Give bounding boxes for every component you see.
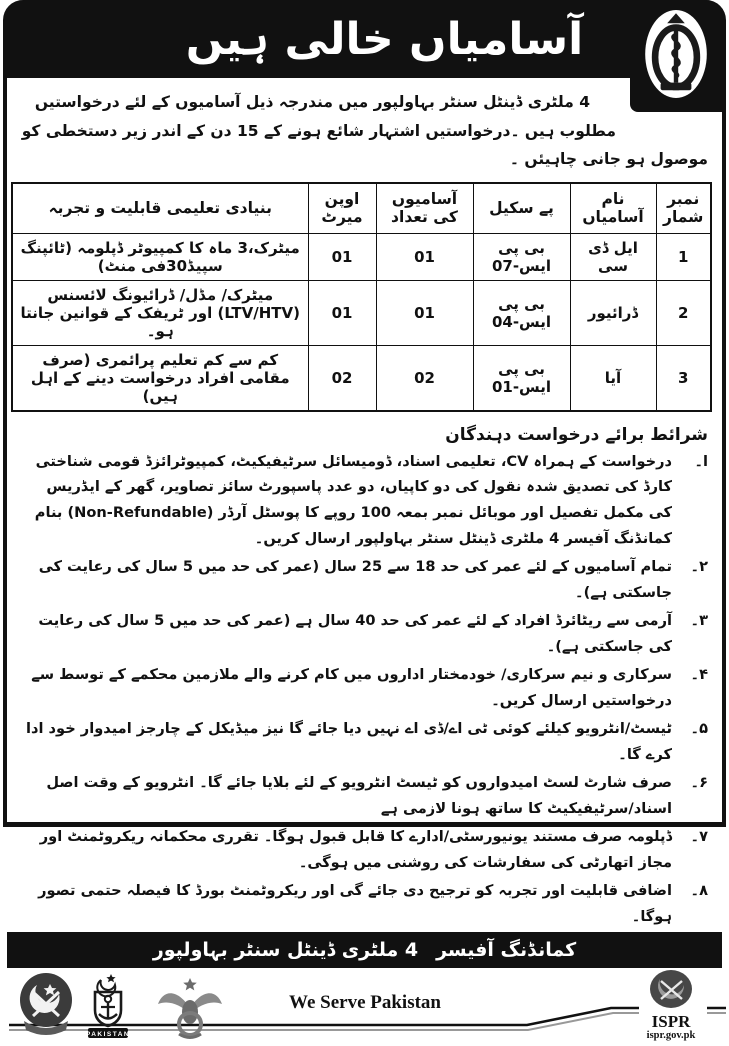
- col-header-payscale: پے سکیل: [473, 183, 570, 233]
- condition-number: ۵۔: [690, 720, 708, 738]
- condition-item: [19, 824, 708, 876]
- condition-item: [19, 716, 708, 768]
- cell-merit: 01: [308, 233, 376, 280]
- cell-payscale: بی پی ایس-01: [473, 345, 570, 411]
- footer: [7, 968, 722, 1046]
- pakistan-air-force-icon: [153, 972, 227, 1044]
- condition-text: صرف شارٹ لسٹ امیدواروں کو ٹیسٹ انٹرویو کے لئے بلایا جائے گا۔ انٹرویو کے وقت اصل اسناد/سرٹیفیکیٹ کا ساتھ ہونا لازمی ہے: [46, 774, 672, 818]
- cell-merit: 01: [308, 280, 376, 345]
- footer-slogan: We Serve Pakistan: [289, 991, 441, 1013]
- cell-qualification: میٹرک،3 ماہ کا کمپیوٹر ڈپلومہ (ٹائپنگ سپیڈ30فی منٹ): [12, 233, 308, 280]
- army-medical-corps-crest-icon: [643, 6, 709, 106]
- cell-post: ڈرائیور: [570, 280, 656, 345]
- conditions-section: [7, 416, 722, 930]
- cell-payscale: بی پی ایس-04: [473, 280, 570, 345]
- cell-serial: 3: [656, 345, 711, 411]
- ispr-name: ISPR: [651, 1011, 691, 1031]
- cell-serial: 2: [656, 280, 711, 345]
- cell-count: 02: [376, 345, 473, 411]
- table-row: [12, 280, 711, 345]
- condition-item: [19, 608, 708, 660]
- col-header-qualification: بنیادی تعلیمی قابلیت و تجربہ: [12, 183, 308, 233]
- cell-post: ایل ڈی سی: [570, 233, 656, 280]
- cell-merit: 02: [308, 345, 376, 411]
- condition-item: [19, 878, 708, 930]
- table-header-row: [12, 183, 711, 233]
- col-header-merit: اوپن میرٹ: [308, 183, 376, 233]
- signature-unit: 4 ملٹری ڈینٹل سنٹر بہاولپور: [152, 938, 419, 961]
- cell-payscale: بی پی ایس-07: [473, 233, 570, 280]
- cell-qualification: کم سے کم تعلیم پرائمری (صرف مقامی افراد درخواست دینے کے اہل ہیں): [12, 345, 308, 411]
- ispr-block: [636, 969, 706, 1041]
- ispr-url: ispr.gov.pk: [646, 1029, 696, 1041]
- condition-item: [19, 449, 708, 553]
- intro-text: 4 ملٹری ڈینٹل سنٹر بہاولپور میں مندرجہ ذیل آسامیوں کے لئے درخواستیں مطلوب ہیں ۔درخواستیں اشتہار شائع ہونے کے 15 دن کے اندر زیر دستخطی کو موصول ہو جانی چاہیئں ۔: [21, 93, 708, 169]
- condition-item: [19, 662, 708, 714]
- svg-text:PAKISTAN: PAKISTAN: [85, 1030, 131, 1038]
- medical-corps-crest-box: [630, 0, 722, 112]
- condition-text: تمام آسامیوں کے لئے عمر کی حد 18 سے 25 سال (عمر کی حد میں 5 سال کی رعایت کی جاسکتی ہے)۔: [38, 558, 672, 602]
- condition-text: ٹیسٹ/انٹرویو کیلئے کوئی ٹی اے/ڈی اے نہیں دیا جائے گا نیز میڈیکل کے چارجز امیدوار خود ادا کرے گا۔: [25, 720, 672, 764]
- col-header-serial: نمبر شمار: [656, 183, 711, 233]
- condition-number: ۴۔: [690, 666, 708, 684]
- cell-count: 01: [376, 280, 473, 345]
- signature-bar: [7, 932, 722, 968]
- condition-text: آرمی سے ریٹائرڈ افراد کے لئے عمر کی حد 40 سال ہے (عمر کی حد میں 5 سال کی رعایت کی جاسکتی ہے)۔: [38, 612, 672, 656]
- condition-text: اضافی قابلیت اور تجربہ کو ترجیح دی جائے گی اور ریکروٹمنٹ بورڈ کا فیصلہ حتمی تصور ہوگا۔: [38, 882, 672, 925]
- header-banner: [7, 0, 722, 78]
- cell-post: آیا: [570, 345, 656, 411]
- cell-count: 01: [376, 233, 473, 280]
- table-row: [12, 345, 711, 411]
- signature-label: کمانڈنگ آفیسر: [436, 938, 577, 961]
- condition-number: ۲۔: [690, 558, 708, 576]
- cell-qualification: میٹرک/ مڈل/ ڈرائیونگ لائسنس (LTV/HTV) اور ٹریفک کے قوانین جانتا ہو۔: [12, 280, 308, 345]
- page-title: آسامیاں خالی ہیں: [185, 13, 584, 65]
- condition-number: ا۔: [694, 452, 708, 470]
- intro-paragraph: [7, 78, 722, 176]
- condition-text: سرکاری و نیم سرکاری/ خودمختار اداروں میں کام کرنے والے ملازمین محکمے کے توسط سے درخواستیں ارسال کریں۔: [31, 666, 672, 710]
- vacancies-table: [11, 182, 712, 412]
- ispr-logo-icon: [646, 994, 696, 1013]
- pakistan-army-icon: [17, 972, 75, 1042]
- pakistan-navy-icon: [85, 972, 131, 1046]
- condition-item: [19, 554, 708, 606]
- condition-text: ڈپلومہ صرف مستند یونیورسٹی/ادارے کا قابل قبول ہوگا۔ تقرری محکمانہ ریکروٹمنٹ اور مجاز اتھارٹی کی سفارشات کی روشنی میں ہوگی۔: [39, 828, 672, 872]
- table-row: [12, 233, 711, 280]
- condition-number: ۷۔: [690, 828, 708, 846]
- cell-serial: 1: [656, 233, 711, 280]
- condition-text: درخواست کے ہمراہ CV، تعلیمی اسناد، ڈومیسائل سرٹیفیکیٹ، کمپیوٹرائزڈ قومی شناختی کارڈ کی تصدیق شدہ نقول کی دو کاپیاں، دو عدد پاسپورٹ سائز تصاویر، گھر کے ایڈریس کی مکمل تفصیل اور موبائل نمبر بمعہ 100 روپے کا پوسٹل آرڈر (Non-Refundable) بنام کمانڈنگ آفیسر 4 ملٹری ڈینٹل سنٹر بہاولپور ارسال کریں۔: [34, 452, 672, 548]
- condition-item: [19, 770, 708, 822]
- conditions-heading: شرائط برائے درخواست دہندگان: [445, 424, 708, 445]
- condition-number: ۳۔: [690, 612, 708, 630]
- condition-number: ۶۔: [690, 774, 708, 792]
- col-header-count: آسامیوں کی تعداد: [376, 183, 473, 233]
- job-advertisement: [3, 0, 726, 1041]
- col-header-post: نام آسامیاں: [570, 183, 656, 233]
- condition-number: ۸۔: [690, 882, 708, 900]
